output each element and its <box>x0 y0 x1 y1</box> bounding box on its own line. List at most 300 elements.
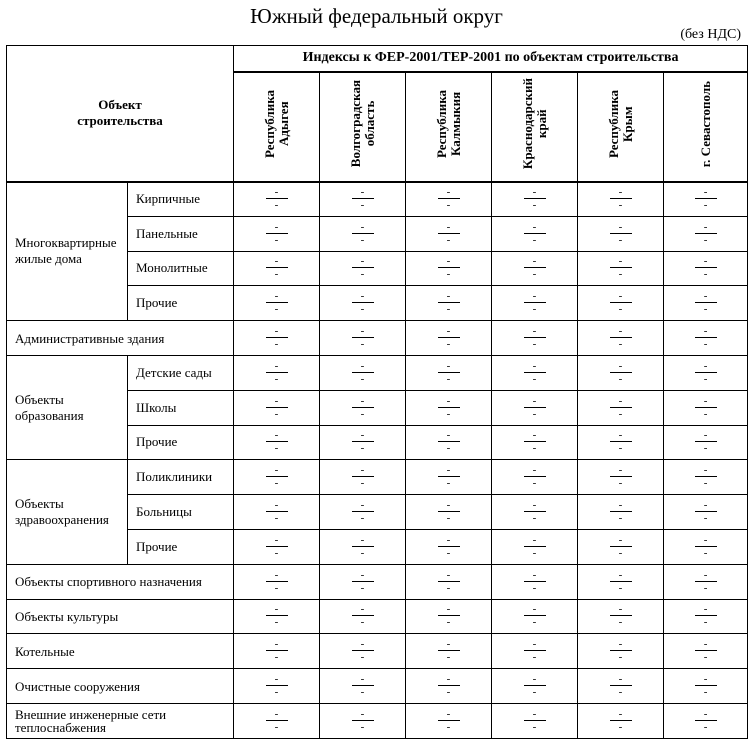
index-denominator: - <box>274 477 279 490</box>
index-fraction <box>352 466 374 488</box>
index-denominator: - <box>703 616 708 629</box>
index-numerator: - <box>438 188 460 199</box>
index-value-cell <box>406 669 492 704</box>
index-numerator: - <box>610 223 632 234</box>
index-value-cell <box>320 321 406 356</box>
index-denominator: - <box>446 477 451 490</box>
index-value-cell <box>578 634 664 669</box>
index-value-cell <box>492 390 578 425</box>
object-group-name <box>7 321 234 356</box>
index-value-cell <box>578 669 664 704</box>
index-denominator: - <box>703 512 708 525</box>
index-denominator: - <box>703 372 708 385</box>
index-numerator: - <box>352 362 374 373</box>
index-fraction <box>524 466 546 488</box>
index-numerator: - <box>266 431 288 442</box>
region-header-label: г. Севастополь <box>697 80 713 168</box>
index-value-cell <box>234 321 320 356</box>
index-value-cell <box>406 564 492 599</box>
index-numerator: - <box>610 605 632 616</box>
index-value-cell <box>320 390 406 425</box>
index-denominator: - <box>274 720 279 733</box>
index-denominator: - <box>618 407 623 420</box>
index-denominator: - <box>532 686 537 699</box>
index-fraction <box>524 501 546 523</box>
object-subtype-name: Прочие <box>128 529 234 564</box>
index-fraction <box>610 431 632 453</box>
index-value-cell <box>578 251 664 286</box>
region-header-label: Волгоградская область <box>347 80 377 168</box>
index-fraction <box>695 533 717 559</box>
index-numerator: - <box>610 675 632 686</box>
index-denominator: - <box>360 581 365 594</box>
index-fraction <box>266 675 288 697</box>
index-value-cell <box>320 703 406 738</box>
index-numerator: - <box>438 571 460 582</box>
index-numerator: - <box>266 327 288 338</box>
index-denominator: - <box>446 581 451 594</box>
index-fraction <box>266 605 288 627</box>
index-value-cell <box>492 286 578 321</box>
index-fraction <box>695 257 717 279</box>
index-fraction <box>352 431 374 453</box>
index-denominator: - <box>446 720 451 733</box>
region-header-label: Республика Калмыкия <box>433 89 463 159</box>
index-value-cell <box>492 564 578 599</box>
index-numerator: - <box>438 362 460 373</box>
index-numerator: - <box>524 397 546 408</box>
index-numerator: - <box>352 257 374 268</box>
index-value-cell <box>320 425 406 460</box>
index-fraction <box>352 188 374 210</box>
object-group-label: Объекты спортивного назначения <box>15 574 202 590</box>
region-header <box>406 72 492 182</box>
index-denominator: - <box>274 616 279 629</box>
table-body <box>7 182 748 739</box>
index-fraction <box>352 257 374 279</box>
index-value-cell <box>234 460 320 495</box>
index-denominator: - <box>532 442 537 455</box>
index-fraction <box>266 466 288 488</box>
index-value-cell <box>492 251 578 286</box>
index-denominator: - <box>360 477 365 490</box>
index-value-cell <box>406 599 492 634</box>
index-value-cell <box>492 634 578 669</box>
index-fraction <box>610 501 632 523</box>
index-numerator: - <box>695 710 717 721</box>
index-denominator: - <box>360 546 365 559</box>
index-numerator: - <box>524 710 546 721</box>
index-fraction <box>695 188 717 210</box>
index-fraction <box>610 533 632 559</box>
table-header <box>7 46 748 182</box>
table-row <box>7 634 748 669</box>
index-denominator: - <box>618 477 623 490</box>
index-fraction <box>695 431 717 453</box>
index-denominator: - <box>274 546 279 559</box>
index-fraction <box>266 568 288 594</box>
index-numerator: - <box>524 292 546 303</box>
index-denominator: - <box>446 372 451 385</box>
index-numerator: - <box>524 571 546 582</box>
index-numerator: - <box>695 571 717 582</box>
index-numerator: - <box>438 675 460 686</box>
object-group-name <box>7 564 234 599</box>
index-fraction <box>438 292 460 314</box>
index-denominator: - <box>703 686 708 699</box>
index-numerator: - <box>438 501 460 512</box>
index-value-cell <box>320 495 406 530</box>
index-numerator: - <box>695 675 717 686</box>
index-denominator: - <box>618 338 623 351</box>
index-numerator: - <box>438 466 460 477</box>
index-numerator: - <box>695 431 717 442</box>
index-denominator: - <box>360 303 365 316</box>
index-numerator: - <box>695 605 717 616</box>
index-denominator: - <box>618 720 623 733</box>
index-numerator: - <box>695 640 717 651</box>
index-numerator: - <box>266 362 288 373</box>
index-denominator: - <box>618 581 623 594</box>
object-header-label: Объект строительства <box>77 97 163 129</box>
index-value-cell <box>578 460 664 495</box>
index-fraction <box>352 568 374 594</box>
index-value-cell <box>234 495 320 530</box>
index-denominator: - <box>446 407 451 420</box>
index-fraction <box>266 188 288 210</box>
index-numerator: - <box>438 640 460 651</box>
object-group-name <box>7 703 234 738</box>
index-numerator: - <box>610 431 632 442</box>
index-value-cell <box>406 321 492 356</box>
index-denominator: - <box>618 512 623 525</box>
object-group-label: Многоквартирные жилые дома <box>15 235 117 267</box>
index-numerator: - <box>352 327 374 338</box>
object-subtype-name: Прочие <box>128 425 234 460</box>
index-denominator: - <box>360 233 365 246</box>
index-numerator: - <box>438 536 460 547</box>
index-value-cell <box>492 529 578 564</box>
index-denominator: - <box>703 546 708 559</box>
index-numerator: - <box>524 675 546 686</box>
index-fraction <box>266 327 288 349</box>
index-fraction <box>524 188 546 210</box>
table-row <box>7 321 748 356</box>
index-value-cell <box>320 286 406 321</box>
index-denominator: - <box>703 581 708 594</box>
table-row <box>7 460 748 495</box>
index-fraction <box>352 327 374 349</box>
index-denominator: - <box>703 442 708 455</box>
index-denominator: - <box>703 338 708 351</box>
index-numerator: - <box>524 605 546 616</box>
index-fraction <box>695 605 717 627</box>
index-fraction <box>352 675 374 697</box>
index-numerator: - <box>438 710 460 721</box>
index-numerator: - <box>524 188 546 199</box>
index-fraction <box>695 394 717 420</box>
index-fraction <box>610 327 632 349</box>
index-denominator: - <box>274 268 279 281</box>
index-denominator: - <box>618 651 623 664</box>
index-fraction <box>610 605 632 627</box>
index-numerator: - <box>266 536 288 547</box>
index-fraction <box>610 188 632 210</box>
index-numerator: - <box>266 223 288 234</box>
index-denominator: - <box>532 546 537 559</box>
index-value-cell <box>320 669 406 704</box>
index-denominator: - <box>532 372 537 385</box>
region-header <box>492 72 578 182</box>
index-denominator: - <box>274 581 279 594</box>
index-value-cell <box>234 564 320 599</box>
index-numerator: - <box>524 536 546 547</box>
index-numerator: - <box>266 640 288 651</box>
index-numerator: - <box>352 675 374 686</box>
table-row <box>7 564 748 599</box>
index-value-cell <box>320 182 406 217</box>
index-fraction <box>438 327 460 349</box>
index-denominator: - <box>703 720 708 733</box>
index-fraction <box>266 394 288 420</box>
index-denominator: - <box>360 651 365 664</box>
index-value-cell <box>406 634 492 669</box>
index-numerator: - <box>524 431 546 442</box>
index-numerator: - <box>266 675 288 686</box>
index-value-cell <box>234 529 320 564</box>
region-header-label: Республика Крым <box>605 89 635 159</box>
index-value-cell <box>664 564 748 599</box>
index-fraction <box>266 707 288 733</box>
index-numerator: - <box>438 223 460 234</box>
index-fraction <box>438 568 460 594</box>
index-denominator: - <box>360 720 365 733</box>
index-value-cell <box>664 321 748 356</box>
index-denominator: - <box>360 616 365 629</box>
index-fraction <box>266 501 288 523</box>
index-numerator: - <box>266 571 288 582</box>
index-numerator: - <box>352 536 374 547</box>
index-value-cell <box>234 390 320 425</box>
index-denominator: - <box>618 268 623 281</box>
object-subtype-name: Поликлиники <box>128 460 234 495</box>
index-value-cell <box>664 216 748 251</box>
index-value-cell <box>578 529 664 564</box>
index-fraction <box>610 220 632 246</box>
index-value-cell <box>320 634 406 669</box>
index-numerator: - <box>352 605 374 616</box>
index-fraction <box>524 605 546 627</box>
index-denominator: - <box>274 686 279 699</box>
index-fraction <box>352 220 374 246</box>
index-value-cell <box>492 460 578 495</box>
index-value-cell <box>664 425 748 460</box>
index-fraction <box>524 257 546 279</box>
index-numerator: - <box>352 223 374 234</box>
object-group-label: Административные здания <box>15 330 165 346</box>
index-numerator: - <box>266 466 288 477</box>
index-numerator: - <box>438 257 460 268</box>
index-fraction <box>524 359 546 385</box>
index-numerator: - <box>352 188 374 199</box>
index-numerator: - <box>266 188 288 199</box>
index-fraction <box>352 359 374 385</box>
index-numerator: - <box>610 501 632 512</box>
index-denominator: - <box>532 268 537 281</box>
object-subtype-name: Прочие <box>128 286 234 321</box>
index-denominator: - <box>618 616 623 629</box>
index-fraction <box>266 431 288 453</box>
index-denominator: - <box>274 651 279 664</box>
index-denominator: - <box>274 199 279 212</box>
object-group-label: Объекты здравоохранения <box>15 496 109 528</box>
index-denominator: - <box>446 338 451 351</box>
object-group-name <box>7 182 128 321</box>
index-numerator: - <box>266 292 288 303</box>
index-value-cell <box>492 355 578 390</box>
index-value-cell <box>234 182 320 217</box>
index-value-cell <box>578 216 664 251</box>
index-fraction <box>610 640 632 662</box>
index-denominator: - <box>618 442 623 455</box>
index-fraction <box>524 675 546 697</box>
index-denominator: - <box>703 199 708 212</box>
index-value-cell <box>578 599 664 634</box>
index-numerator: - <box>610 397 632 408</box>
index-fraction <box>524 533 546 559</box>
index-denominator: - <box>360 338 365 351</box>
object-subtype-name: Кирпичные <box>128 182 234 217</box>
index-value-cell <box>320 460 406 495</box>
table-row <box>7 599 748 634</box>
index-denominator: - <box>532 581 537 594</box>
index-fraction <box>524 327 546 349</box>
index-value-cell <box>406 216 492 251</box>
index-fraction <box>438 707 460 733</box>
index-numerator: - <box>695 292 717 303</box>
index-numerator: - <box>524 362 546 373</box>
index-value-cell <box>234 216 320 251</box>
object-group-label: Объекты культуры <box>15 608 119 624</box>
index-denominator: - <box>703 477 708 490</box>
object-group-name <box>7 634 234 669</box>
index-numerator: - <box>352 397 374 408</box>
index-value-cell <box>406 182 492 217</box>
index-value-cell <box>406 390 492 425</box>
index-numerator: - <box>438 397 460 408</box>
index-denominator: - <box>274 372 279 385</box>
index-fraction <box>610 394 632 420</box>
index-numerator: - <box>266 605 288 616</box>
index-fraction <box>524 640 546 662</box>
page-title: Южный федеральный округ <box>250 4 503 28</box>
index-value-cell <box>320 564 406 599</box>
index-denominator: - <box>446 199 451 212</box>
index-numerator: - <box>695 466 717 477</box>
index-denominator: - <box>703 233 708 246</box>
index-value-cell <box>578 390 664 425</box>
index-value-cell <box>578 182 664 217</box>
index-numerator: - <box>266 257 288 268</box>
index-fraction <box>695 220 717 246</box>
vat-note: (без НДС) <box>680 27 741 42</box>
index-value-cell <box>664 634 748 669</box>
index-numerator: - <box>352 571 374 582</box>
index-numerator: - <box>524 257 546 268</box>
index-numerator: - <box>610 640 632 651</box>
index-numerator: - <box>524 466 546 477</box>
index-fraction <box>695 707 717 733</box>
index-fraction <box>438 359 460 385</box>
indices-header: Индексы к ФЕР-2001/ТЕР-2001 по объектам строительства <box>234 46 748 72</box>
index-fraction <box>524 394 546 420</box>
index-denominator: - <box>618 372 623 385</box>
index-numerator: - <box>610 292 632 303</box>
index-numerator: - <box>352 466 374 477</box>
index-denominator: - <box>532 338 537 351</box>
index-denominator: - <box>703 268 708 281</box>
index-fraction <box>610 292 632 314</box>
index-numerator: - <box>524 640 546 651</box>
index-value-cell <box>234 286 320 321</box>
object-group-label: Очистные сооружения <box>15 678 140 694</box>
table-row <box>7 182 748 217</box>
index-numerator: - <box>610 327 632 338</box>
index-numerator: - <box>352 710 374 721</box>
index-value-cell <box>406 703 492 738</box>
table-row <box>7 669 748 704</box>
index-denominator: - <box>274 442 279 455</box>
index-fraction <box>695 640 717 662</box>
index-fraction <box>266 640 288 662</box>
index-value-cell <box>492 703 578 738</box>
index-value-cell <box>578 355 664 390</box>
index-denominator: - <box>703 303 708 316</box>
index-numerator: - <box>352 501 374 512</box>
index-value-cell <box>664 182 748 217</box>
index-value-cell <box>664 286 748 321</box>
index-value-cell <box>492 425 578 460</box>
index-denominator: - <box>446 546 451 559</box>
table-row <box>7 703 748 738</box>
index-denominator: - <box>446 512 451 525</box>
index-value-cell <box>492 182 578 217</box>
index-numerator: - <box>695 501 717 512</box>
index-value-cell <box>320 529 406 564</box>
index-numerator: - <box>610 466 632 477</box>
index-table <box>6 45 748 739</box>
index-numerator: - <box>610 571 632 582</box>
index-value-cell <box>234 425 320 460</box>
index-value-cell <box>664 529 748 564</box>
index-numerator: - <box>438 605 460 616</box>
region-header <box>234 72 320 182</box>
index-numerator: - <box>610 362 632 373</box>
index-value-cell <box>492 216 578 251</box>
index-fraction <box>438 605 460 627</box>
index-denominator: - <box>360 268 365 281</box>
index-numerator: - <box>438 431 460 442</box>
index-fraction <box>695 292 717 314</box>
index-denominator: - <box>532 407 537 420</box>
index-fraction <box>438 220 460 246</box>
object-group-label: Котельные <box>15 643 75 659</box>
index-fraction <box>524 707 546 733</box>
index-denominator: - <box>446 686 451 699</box>
index-fraction <box>266 359 288 385</box>
index-value-cell <box>664 495 748 530</box>
index-numerator: - <box>695 188 717 199</box>
